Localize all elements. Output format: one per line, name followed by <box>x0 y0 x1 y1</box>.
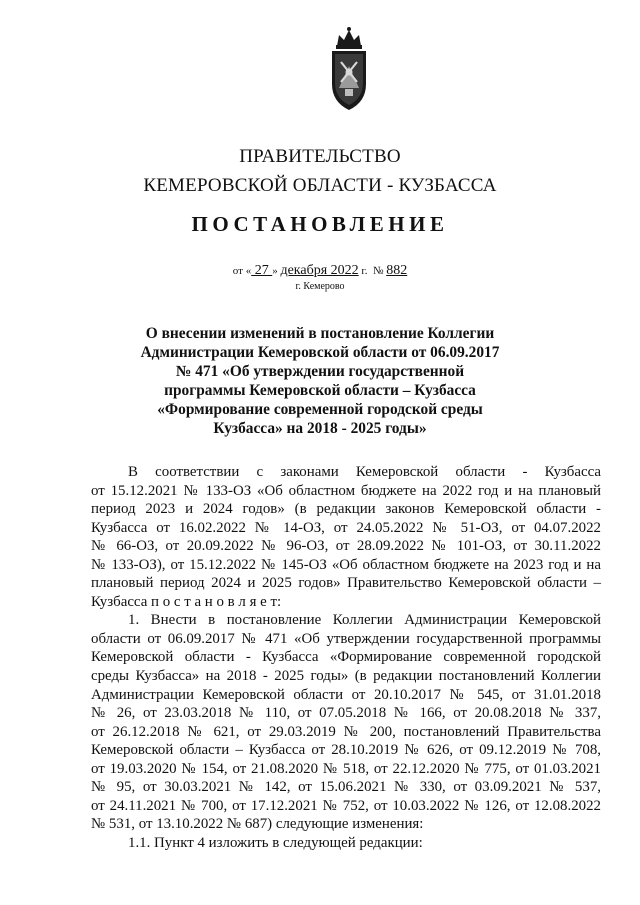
title-line: Администрации Кемеровской области от 06.09.2017 <box>140 344 500 361</box>
body-line: № 531, от 13.10.2022 № 687) следующие изменения: <box>91 816 424 833</box>
body-line: № 66-ОЗ, от 20.09.2022 № 96-ОЗ, от 28.09.2022 № 101-ОЗ, от 30.11.2022 <box>91 538 601 555</box>
government-name-line-1: ПРАВИТЕЛЬСТВО <box>239 146 401 167</box>
date-day: 27 <box>251 263 273 278</box>
document-title <box>120 324 520 438</box>
document-body <box>91 463 601 852</box>
body-line: области от 06.09.2017 № 471 «Об утверждении государственной программы <box>91 630 601 647</box>
body-line: Кемеровской области – Кузбасса от 28.10.2019 № 626, от 09.12.2019 № 708, <box>91 742 601 759</box>
number-prefix: № <box>367 265 387 277</box>
body-line: от 15.12.2021 № 133-ОЗ «Об областном бюджете на 2022 год и на плановый <box>91 482 601 499</box>
body-line: 1. Внести в постановление Коллегии Администрации Кемеровской <box>128 612 601 629</box>
date-month-year: декабря 2022 <box>280 263 359 278</box>
body-line: Администрации Кемеровской области от 20.10.2017 № 545, от 31.01.2018 <box>91 686 601 703</box>
date-prefix: от « <box>232 265 252 277</box>
body-line: среды Кузбасса» на 2018 - 2025 годы» (в редакции постановлений Коллегии <box>91 668 601 685</box>
body-line: № 95, от 30.03.2021 № 142, от 15.06.2021 № 330, от 03.09.2021 № 537, <box>91 779 601 796</box>
body-line: В соответствии с законами Кемеровской области - Кузбасса <box>128 464 601 480</box>
body-line: 1.1. Пункт 4 изложить в следующей редакции: <box>128 834 423 851</box>
title-line: Кузбасса» на 2018 - 2025 годы» <box>213 420 427 437</box>
title-line: «Формирование современной городской среды <box>157 401 483 418</box>
body-line: от 24.11.2021 № 700, от 17.12.2021 № 752, от 10.03.2022 № 126, от 12.08.2022 <box>91 797 601 814</box>
coat-of-arms-emblem <box>326 26 372 112</box>
body-line: период 2023 и 2024 годов» (в редакции законов Кемеровской области - <box>91 501 601 518</box>
date-year-suffix: г. <box>358 265 368 277</box>
body-line: от 26.12.2018 № 621, от 29.03.2019 № 200, постановлений Правительства <box>91 723 601 740</box>
body-line: от 19.03.2020 № 154, от 21.08.2020 № 518, от 22.12.2020 № 775, от 01.03.2021 <box>91 760 601 777</box>
body-line: Кузбасса п о с т а н о в л я е т: <box>91 593 282 610</box>
body-line: плановый период 2024 и 2025 годов» Правительство Кемеровской области – <box>91 575 601 592</box>
title-line: О внесении изменений в постановление Коллегии <box>145 325 495 342</box>
body-line: № 26, от 23.03.2018 № 110, от 07.05.2018 № 166, от 20.08.2018 № 337, <box>91 705 601 722</box>
document-type-heading: ПОСТАНОВЛЕНИЕ <box>191 212 449 236</box>
title-line: программы Кемеровской области – Кузбасса <box>164 382 476 399</box>
date-number-line <box>0 262 640 279</box>
body-line: № 133-ОЗ), от 15.12.2022 № 145-ОЗ «Об областном бюджете на 2023 год и на <box>91 556 601 573</box>
body-line: Кузбасса от 16.02.2022 № 14-ОЗ, от 24.05.2022 № 51-ОЗ, от 04.07.2022 <box>91 519 601 536</box>
title-line: № 471 «Об утверждении государственной <box>175 363 465 380</box>
city-label: г. Кемерово <box>295 281 345 292</box>
body-line: Кемеровской области - Кузбасса «Формирование современной городской <box>91 649 601 666</box>
government-name-line-2: КЕМЕРОВСКОЙ ОБЛАСТИ - КУЗБАССА <box>143 175 497 196</box>
date-mid: » <box>272 265 281 277</box>
document-number: 882 <box>386 263 408 278</box>
